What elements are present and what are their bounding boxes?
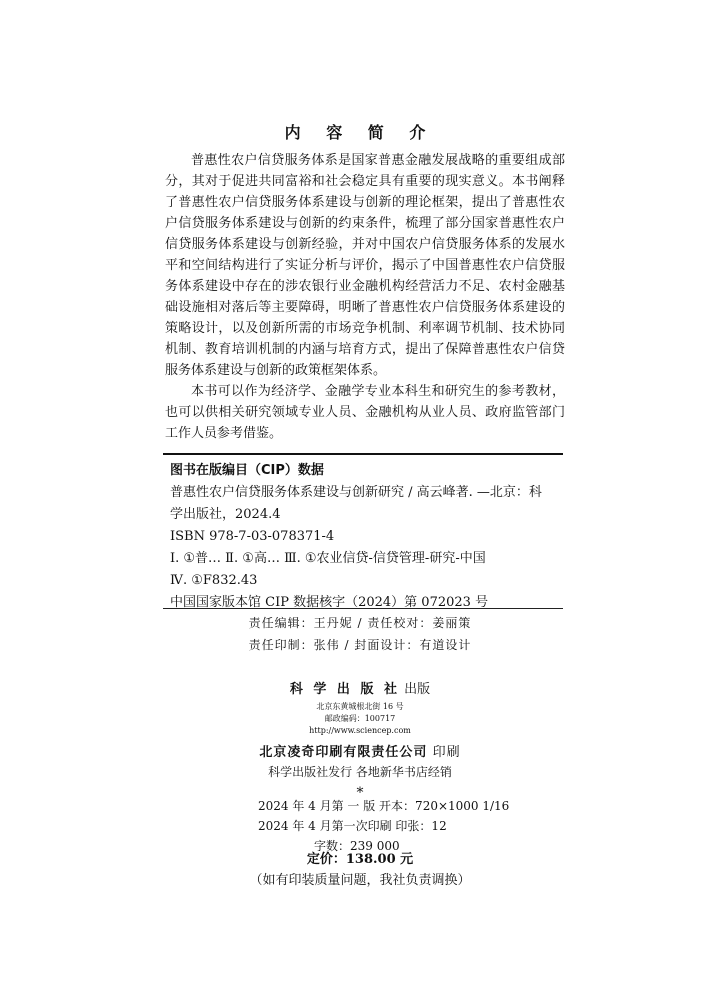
abstract	[165, 150, 565, 444]
printer-line	[0, 741, 720, 760]
publisher-block	[0, 678, 720, 802]
credits	[0, 612, 720, 656]
publisher-address: 北京东黄城根北街 16 号	[316, 702, 404, 711]
spec-printing: 2024 年 4 月第一次印刷 印张：12	[258, 819, 447, 833]
cip-top-rule	[163, 453, 563, 455]
price-note: （如有印装质量问题，我社负责调换）	[249, 873, 471, 888]
credits-editor-line: 责任编辑：王丹妮 / 责任校对：姜丽策	[248, 616, 472, 630]
price-label: 定价：138.00 元	[306, 852, 414, 867]
abstract-paragraph-2: 本书可以作为经济学、金融学专业本科生和研究生的参考教材，也可以供相关研究领域专业人员、金融机构从业人员、政府监管部门工作人员参考借鉴。	[165, 384, 565, 441]
cip-line-1: 普惠性农户信贷服务体系建设与创新研究 / 高云峰著. —北京：科	[170, 485, 542, 500]
print-specs	[258, 796, 558, 856]
separator-star: *	[356, 785, 364, 801]
publisher-name: 科 学 出 版 社	[289, 682, 400, 697]
cip-classification-2: Ⅳ. ①F832.43	[170, 573, 258, 588]
cip-classification-1: Ⅰ. ①普… Ⅱ. ①高… Ⅲ. ①农业信贷-信贷管理-研究-中国	[170, 551, 486, 566]
publisher-line	[0, 678, 720, 697]
cip-bottom-rule	[163, 608, 563, 609]
spec-edition: 2024 年 4 月第 一 版 开本：720×1000 1/16	[258, 799, 510, 813]
cip-isbn: ISBN 978-7-03-078371-4	[170, 529, 335, 544]
cip-block	[170, 460, 570, 614]
cip-line-2: 学出版社，2024.4	[170, 507, 281, 522]
publisher-postcode: 邮政编码：100717	[324, 714, 396, 723]
distribution-line: 科学出版社发行 各地新华书店经销	[268, 765, 452, 779]
printer-name: 北京凌奇印刷有限责任公司	[259, 745, 428, 760]
cip-heading: 图书在版编目（CIP）数据	[170, 463, 324, 478]
publisher-suffix: 出版	[399, 682, 431, 697]
spec-word-count: 字数：239 000	[314, 839, 400, 853]
printer-suffix: 印刷	[427, 745, 461, 760]
price-block	[0, 850, 720, 892]
section-title: 内 容 简 介	[284, 123, 436, 142]
publisher-url: http://www.sciencep.com	[309, 726, 411, 735]
abstract-paragraph-1: 普惠性农户信贷服务体系是国家普惠金融发展战略的重要组成部分，其对于促进共同富裕和社会稳定具有重要的现实意义。本书阐释了普惠性农户信贷服务体系建设与创新的理论框架，提出了普惠性农户信贷服务体系建设与创新的约束条件，梳理了部分国家普惠性农户信贷服务体系建设与创新经验，并对中国农户信贷服务体系的发展水平和空间结构进行了实证分析与评价，揭示了中国普惠性农户信贷服务体系建设中存在的涉农银行业金融机构经营活力不足、农村金融基础设施相对落后等主要障碍，明晰了普惠性农户信贷服务体系建设的策略设计，以及创新所需的市场竞争机制、利率调节机制、技术协同机制、教育培训机制的内涵与培育方式，提出了保障普惠性农户信贷服务体系建设与创新的政策框架体系。	[165, 153, 565, 378]
credits-print-line: 责任印制：张伟 / 封面设计：有道设计	[248, 638, 472, 652]
cip-record-number: 中国国家版本馆 CIP 数据核字（2024）第 072023 号	[170, 595, 489, 610]
